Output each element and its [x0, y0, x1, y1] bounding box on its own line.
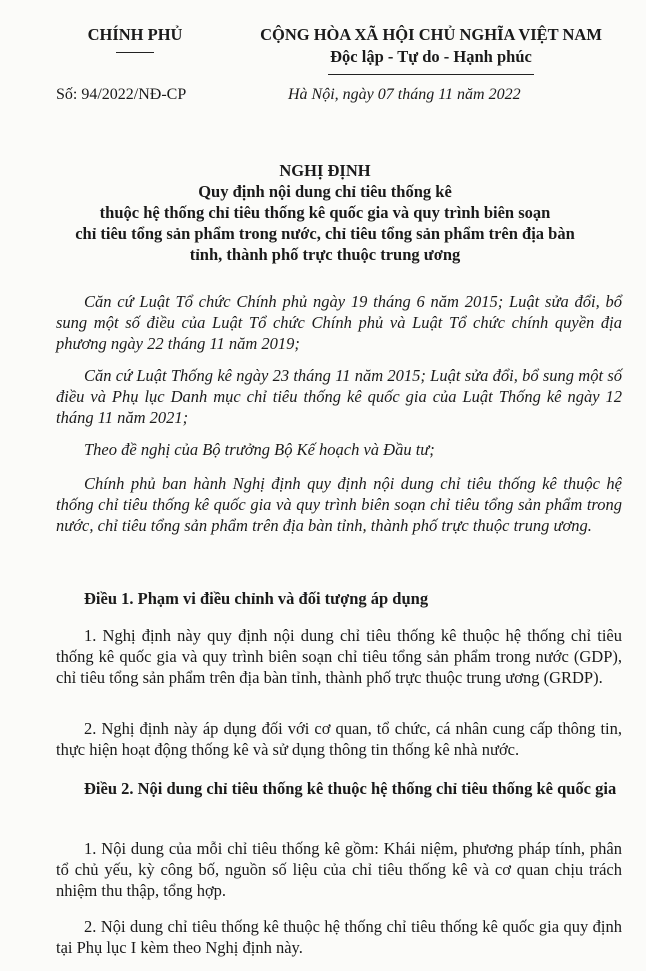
- decree-label: NGHỊ ĐỊNH: [279, 161, 371, 180]
- article-1-heading: Điều 1. Phạm vi điều chỉnh và đối tượng áp dụng: [84, 589, 429, 608]
- decree-title-line: chỉ tiêu tổng sản phẩm trong nước, chỉ tiêu tổng sản phẩm trên địa bàn: [75, 224, 575, 243]
- decree-title-block: [40, 160, 610, 265]
- agency-underline: [116, 52, 154, 53]
- article-2-clause-1: 1. Nội dung của mỗi chỉ tiêu thống kê gồm: Khái niệm, phương pháp tính, phân tổ chủ yếu, kỳ công bố, nguồn số liệu của chỉ tiêu thống kê và cơ quan chịu trách nhiệm thu thập, tổng hợp.: [56, 839, 622, 900]
- article-2-heading: Điều 2. Nội dung chỉ tiêu thống kê thuộc hệ thống chỉ tiêu thống kê quốc gia: [84, 779, 617, 798]
- document-number: Số: 94/2022/NĐ-CP: [56, 86, 187, 103]
- country-name: CỘNG HÒA XÃ HỘI CHỦ NGHĨA VIỆT NAM: [260, 25, 602, 44]
- preamble-promulgation: Chính phủ ban hành Nghị định quy định nội dung chỉ tiêu thống kê thuộc hệ thống chỉ tiêu thống kê quốc gia và quy trình biên soạn chỉ tiêu tổng sản phẩm trong nước, chỉ tiêu tổng sản phẩm trên địa bàn tỉnh, thành phố trực thuộc trung ương.: [56, 474, 622, 535]
- article-2-clause-2: 2. Nội dung chỉ tiêu thống kê thuộc hệ thống chỉ tiêu thống kê quốc gia quy định tại Phụ lục I kèm theo Nghị định này.: [56, 917, 622, 957]
- motto-underline: [328, 74, 534, 75]
- preamble-legal-basis-2: Căn cứ Luật Thống kê ngày 23 tháng 11 năm 2015; Luật sửa đổi, bổ sung một số điều và Phụ lục Danh mục chỉ tiêu thống kê quốc gia của Luật Thống kê ngày 12 tháng 11 năm 2021;: [56, 366, 622, 427]
- preamble-legal-basis-1: Căn cứ Luật Tổ chức Chính phủ ngày 19 tháng 6 năm 2015; Luật sửa đổi, bổ sung một số điều của Luật Tổ chức Chính phủ và Luật Tổ chức chính quyền địa phương ngày 22 tháng 11 năm 2019;: [56, 292, 622, 353]
- preamble-proposal: Theo đề nghị của Bộ trưởng Bộ Kế hoạch và Đầu tư;: [84, 440, 435, 459]
- issuing-agency: CHÍNH PHỦ: [87, 25, 183, 44]
- decree-title-line: thuộc hệ thống chỉ tiêu thống kê quốc gia và quy trình biên soạn: [99, 203, 551, 222]
- article-1-clause-1: 1. Nghị định này quy định nội dung chỉ tiêu thống kê thuộc hệ thống chỉ tiêu thống kê quốc gia và quy trình biên soạn chỉ tiêu tổng sản phẩm trong nước (GDP), chỉ tiêu tổng sản phẩm trên địa bàn tỉnh, thành phố trực thuộc trung ương (GRDP).: [56, 626, 622, 687]
- decree-title-line: tỉnh, thành phố trực thuộc trung ương: [189, 245, 461, 264]
- national-motto: Độc lập - Tự do - Hạnh phúc: [330, 47, 532, 66]
- issuing-agency-block: [60, 24, 210, 53]
- place-and-date: Hà Nội, ngày 07 tháng 11 năm 2022: [288, 86, 521, 103]
- national-header-block: [236, 24, 626, 75]
- decree-title-line: Quy định nội dung chỉ tiêu thống kê: [198, 182, 452, 201]
- article-1-clause-2: 2. Nghị định này áp dụng đối với cơ quan, tổ chức, cá nhân cung cấp thông tin, thực hiện hoạt động thống kê và sử dụng thông tin thống kê nhà nước.: [56, 719, 622, 759]
